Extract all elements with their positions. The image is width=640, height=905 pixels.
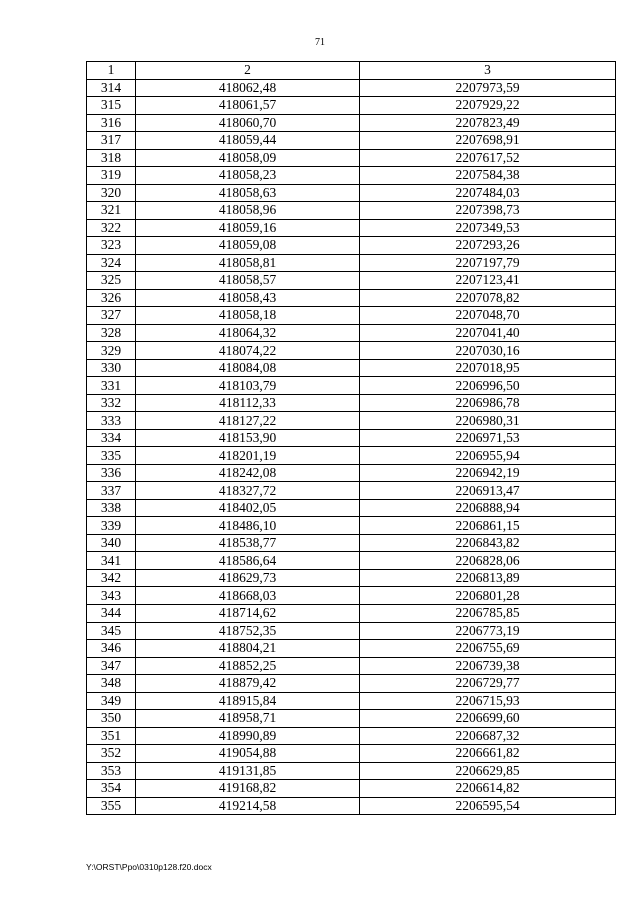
y-coordinate-cell: 2207030,16	[360, 342, 616, 360]
y-coordinate-cell: 2206801,28	[360, 587, 616, 605]
y-coordinate-cell: 2206687,32	[360, 727, 616, 745]
table-row	[87, 97, 616, 115]
table-row	[87, 745, 616, 763]
table-row	[87, 482, 616, 500]
x-coordinate-cell: 418153,90	[136, 429, 360, 447]
table-row	[87, 587, 616, 605]
table-row	[87, 377, 616, 395]
table-row	[87, 272, 616, 290]
table-row	[87, 342, 616, 360]
y-coordinate-cell: 2207698,91	[360, 132, 616, 150]
table-row	[87, 499, 616, 517]
x-coordinate-cell: 418060,70	[136, 114, 360, 132]
table-row	[87, 219, 616, 237]
y-coordinate-cell: 2207584,38	[360, 167, 616, 185]
x-coordinate-cell: 418058,57	[136, 272, 360, 290]
table-row	[87, 727, 616, 745]
point-number-cell: 320	[87, 184, 136, 202]
y-coordinate-cell: 2206661,82	[360, 745, 616, 763]
y-coordinate-cell: 2206861,15	[360, 517, 616, 535]
x-coordinate-cell: 418058,96	[136, 202, 360, 220]
y-coordinate-cell: 2207484,03	[360, 184, 616, 202]
point-number-cell: 344	[87, 604, 136, 622]
coordinates-table	[86, 61, 616, 815]
x-coordinate-cell: 418990,89	[136, 727, 360, 745]
footer-file-path: Y:\ORST\Ppo\0310p128.f20.docx	[86, 862, 212, 872]
x-coordinate-cell: 418061,57	[136, 97, 360, 115]
y-coordinate-cell: 2206813,89	[360, 569, 616, 587]
x-coordinate-cell: 418058,63	[136, 184, 360, 202]
point-number-cell: 338	[87, 499, 136, 517]
table-row	[87, 429, 616, 447]
point-number-cell: 327	[87, 307, 136, 325]
table-row	[87, 780, 616, 798]
point-number-cell: 322	[87, 219, 136, 237]
table-row	[87, 324, 616, 342]
x-coordinate-cell: 418064,32	[136, 324, 360, 342]
x-coordinate-cell: 418752,35	[136, 622, 360, 640]
y-coordinate-cell: 2207293,26	[360, 237, 616, 255]
point-number-cell: 350	[87, 710, 136, 728]
table-row	[87, 797, 616, 815]
x-coordinate-cell: 419054,88	[136, 745, 360, 763]
y-coordinate-cell: 2207398,73	[360, 202, 616, 220]
y-coordinate-cell: 2206996,50	[360, 377, 616, 395]
y-coordinate-cell: 2206955,94	[360, 447, 616, 465]
table-row	[87, 412, 616, 430]
x-coordinate-cell: 418486,10	[136, 517, 360, 535]
x-coordinate-cell: 418058,18	[136, 307, 360, 325]
y-coordinate-cell: 2207041,40	[360, 324, 616, 342]
page-number: 71	[315, 37, 325, 48]
x-coordinate-cell: 418586,64	[136, 552, 360, 570]
point-number-cell: 332	[87, 394, 136, 412]
point-number-cell: 314	[87, 79, 136, 97]
table-row	[87, 132, 616, 150]
point-number-cell: 331	[87, 377, 136, 395]
y-coordinate-cell: 2207349,53	[360, 219, 616, 237]
point-number-cell: 347	[87, 657, 136, 675]
x-coordinate-cell: 418242,08	[136, 464, 360, 482]
table-row	[87, 464, 616, 482]
point-number-cell: 323	[87, 237, 136, 255]
table-row	[87, 517, 616, 535]
table-body	[87, 79, 616, 815]
table-row	[87, 604, 616, 622]
point-number-cell: 349	[87, 692, 136, 710]
y-coordinate-cell: 2206715,93	[360, 692, 616, 710]
x-coordinate-cell: 418058,81	[136, 254, 360, 272]
point-number-cell: 326	[87, 289, 136, 307]
x-coordinate-cell: 418958,71	[136, 710, 360, 728]
x-coordinate-cell: 418201,19	[136, 447, 360, 465]
point-number-cell: 334	[87, 429, 136, 447]
point-number-cell: 355	[87, 797, 136, 815]
x-coordinate-cell: 418103,79	[136, 377, 360, 395]
point-number-cell: 337	[87, 482, 136, 500]
table-row	[87, 202, 616, 220]
y-coordinate-cell: 2206755,69	[360, 640, 616, 658]
x-coordinate-cell: 418127,22	[136, 412, 360, 430]
point-number-cell: 345	[87, 622, 136, 640]
point-number-cell: 321	[87, 202, 136, 220]
point-number-cell: 324	[87, 254, 136, 272]
point-number-cell: 325	[87, 272, 136, 290]
x-coordinate-cell: 419214,58	[136, 797, 360, 815]
point-number-cell: 346	[87, 640, 136, 658]
table-row	[87, 534, 616, 552]
point-number-cell: 341	[87, 552, 136, 570]
x-coordinate-cell: 418804,21	[136, 640, 360, 658]
point-number-cell: 343	[87, 587, 136, 605]
point-number-cell: 340	[87, 534, 136, 552]
table-row	[87, 552, 616, 570]
table-row	[87, 394, 616, 412]
point-number-cell: 348	[87, 675, 136, 693]
y-coordinate-cell: 2206699,60	[360, 710, 616, 728]
y-coordinate-cell: 2206888,94	[360, 499, 616, 517]
table-row	[87, 710, 616, 728]
x-coordinate-cell: 418112,33	[136, 394, 360, 412]
table-row	[87, 622, 616, 640]
point-number-cell: 353	[87, 762, 136, 780]
y-coordinate-cell: 2206785,85	[360, 604, 616, 622]
table-row	[87, 149, 616, 167]
y-coordinate-cell: 2206980,31	[360, 412, 616, 430]
table-header	[87, 62, 616, 80]
y-coordinate-cell: 2207973,59	[360, 79, 616, 97]
x-coordinate-cell: 418852,25	[136, 657, 360, 675]
x-coordinate-cell: 418668,03	[136, 587, 360, 605]
header-cell-x-coordinate: 2	[136, 62, 360, 80]
header-cell-y-coordinate: 3	[360, 62, 616, 80]
y-coordinate-cell: 2207617,52	[360, 149, 616, 167]
y-coordinate-cell: 2207823,49	[360, 114, 616, 132]
table-header-row	[87, 62, 616, 80]
point-number-cell: 317	[87, 132, 136, 150]
y-coordinate-cell: 2206843,82	[360, 534, 616, 552]
x-coordinate-cell: 418059,44	[136, 132, 360, 150]
point-number-cell: 342	[87, 569, 136, 587]
x-coordinate-cell: 418629,73	[136, 569, 360, 587]
y-coordinate-cell: 2206595,54	[360, 797, 616, 815]
y-coordinate-cell: 2207197,79	[360, 254, 616, 272]
point-number-cell: 315	[87, 97, 136, 115]
table-row	[87, 692, 616, 710]
table-row	[87, 307, 616, 325]
y-coordinate-cell: 2206942,19	[360, 464, 616, 482]
point-number-cell: 354	[87, 780, 136, 798]
point-number-cell: 339	[87, 517, 136, 535]
table-row	[87, 237, 616, 255]
table-row	[87, 447, 616, 465]
x-coordinate-cell: 418059,08	[136, 237, 360, 255]
table-row	[87, 184, 616, 202]
point-number-cell: 328	[87, 324, 136, 342]
y-coordinate-cell: 2206986,78	[360, 394, 616, 412]
point-number-cell: 330	[87, 359, 136, 377]
x-coordinate-cell: 418915,84	[136, 692, 360, 710]
x-coordinate-cell: 418058,23	[136, 167, 360, 185]
table-row	[87, 114, 616, 132]
x-coordinate-cell: 418538,77	[136, 534, 360, 552]
table-row	[87, 657, 616, 675]
y-coordinate-cell: 2207123,41	[360, 272, 616, 290]
x-coordinate-cell: 418059,16	[136, 219, 360, 237]
y-coordinate-cell: 2206739,38	[360, 657, 616, 675]
table-row	[87, 569, 616, 587]
y-coordinate-cell: 2206828,06	[360, 552, 616, 570]
table-row	[87, 254, 616, 272]
table-row	[87, 289, 616, 307]
point-number-cell: 336	[87, 464, 136, 482]
table-row	[87, 640, 616, 658]
y-coordinate-cell: 2206773,19	[360, 622, 616, 640]
y-coordinate-cell: 2206629,85	[360, 762, 616, 780]
header-cell-point-number: 1	[87, 62, 136, 80]
y-coordinate-cell: 2207078,82	[360, 289, 616, 307]
x-coordinate-cell: 418074,22	[136, 342, 360, 360]
table-row	[87, 762, 616, 780]
y-coordinate-cell: 2206971,53	[360, 429, 616, 447]
x-coordinate-cell: 418084,08	[136, 359, 360, 377]
x-coordinate-cell: 418879,42	[136, 675, 360, 693]
x-coordinate-cell: 418402,05	[136, 499, 360, 517]
y-coordinate-cell: 2207929,22	[360, 97, 616, 115]
point-number-cell: 318	[87, 149, 136, 167]
x-coordinate-cell: 419131,85	[136, 762, 360, 780]
x-coordinate-cell: 418714,62	[136, 604, 360, 622]
point-number-cell: 352	[87, 745, 136, 763]
y-coordinate-cell: 2207018,95	[360, 359, 616, 377]
point-number-cell: 319	[87, 167, 136, 185]
point-number-cell: 316	[87, 114, 136, 132]
table-row	[87, 79, 616, 97]
point-number-cell: 351	[87, 727, 136, 745]
y-coordinate-cell: 2206614,82	[360, 780, 616, 798]
y-coordinate-cell: 2207048,70	[360, 307, 616, 325]
x-coordinate-cell: 418058,09	[136, 149, 360, 167]
x-coordinate-cell: 418058,43	[136, 289, 360, 307]
y-coordinate-cell: 2206913,47	[360, 482, 616, 500]
point-number-cell: 335	[87, 447, 136, 465]
table-row	[87, 359, 616, 377]
y-coordinate-cell: 2206729,77	[360, 675, 616, 693]
table-row	[87, 167, 616, 185]
x-coordinate-cell: 418062,48	[136, 79, 360, 97]
x-coordinate-cell: 419168,82	[136, 780, 360, 798]
x-coordinate-cell: 418327,72	[136, 482, 360, 500]
point-number-cell: 329	[87, 342, 136, 360]
point-number-cell: 333	[87, 412, 136, 430]
table-row	[87, 675, 616, 693]
